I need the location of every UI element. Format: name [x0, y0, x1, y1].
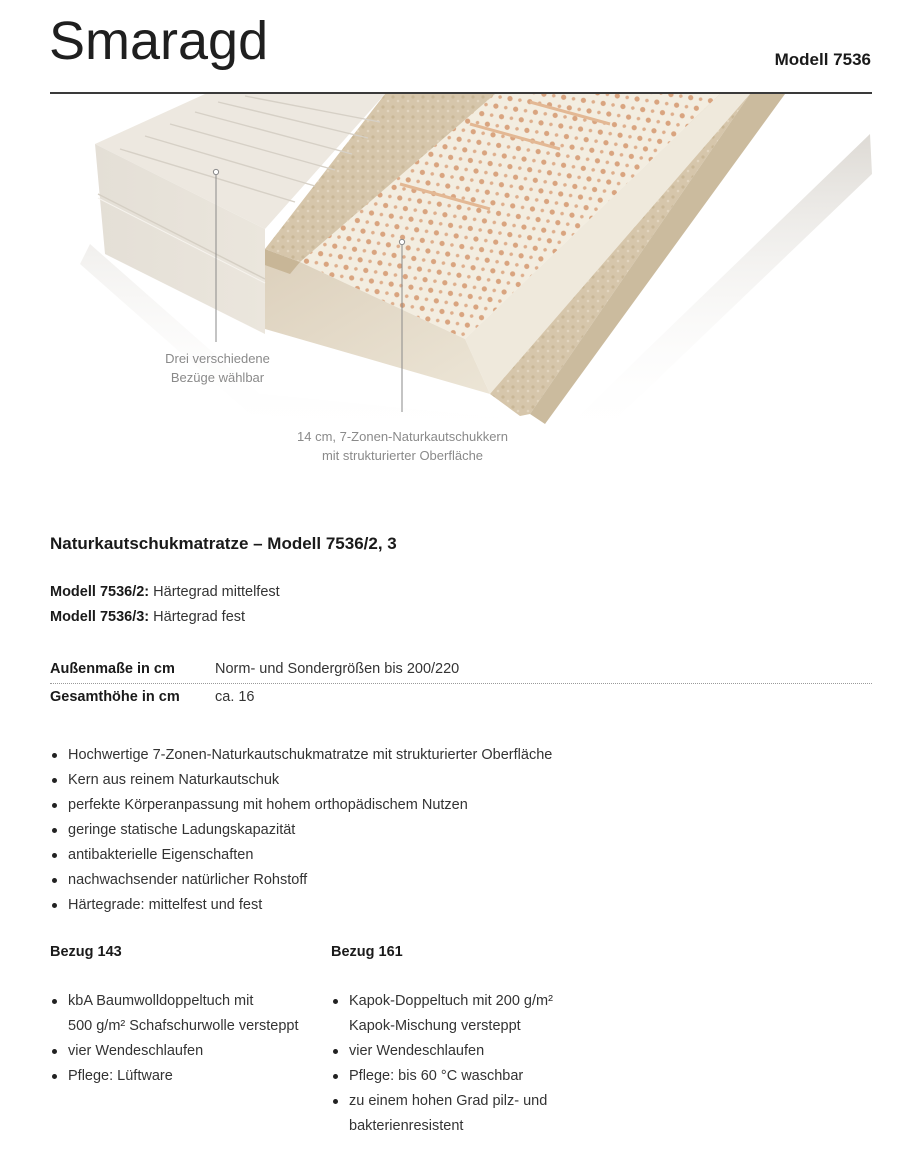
feature-item: perfekte Körperanpassung mit hohem orthopädischem Nutzen — [50, 793, 850, 818]
callout-core-line2: mit strukturierter Oberfläche — [321, 448, 484, 463]
feature-item: Kern aus reinem Naturkautschuk — [50, 768, 850, 793]
cover-item-text: bakterienresistent — [349, 1118, 464, 1134]
callout-cover-line1: Drei verschiedene — [165, 351, 270, 366]
cover-161-list — [331, 989, 601, 1139]
feature-item: Hochwertige 7-Zonen-Naturkautschukmatratze mit strukturierter Oberfläche — [50, 743, 850, 768]
cover-item-text: zu einem hohen Grad pilz- und — [349, 1093, 548, 1109]
variant-value: Härtegrad fest — [153, 609, 246, 625]
spec-key: Gesamthöhe in cm — [50, 689, 180, 705]
spec-key: Außenmaße in cm — [50, 661, 175, 677]
cover-161-title: Bezug 161 — [331, 944, 403, 960]
page-title: Smaragd — [49, 11, 269, 71]
cover-item-text: Kapok-Doppeltuch mit 200 g/m² — [349, 993, 553, 1009]
callout-cover-line2: Bezüge wählbar — [170, 370, 265, 385]
cover-item-text: kbA Baumwolldoppeltuch mit — [68, 993, 254, 1009]
cover-item-text: vier Wendeschlaufen — [349, 1043, 485, 1059]
cover-161-item — [331, 1089, 601, 1139]
spec-value: Norm- und Sondergrößen bis 200/220 — [215, 661, 460, 677]
variant-row — [50, 609, 245, 625]
cover-161-item — [331, 1039, 601, 1064]
cover-143-item — [50, 1064, 320, 1089]
feature-item: antibakterielle Eigenschaften — [50, 843, 850, 868]
cover-item-text: Kapok-Mischung versteppt — [349, 1018, 521, 1034]
spec-divider — [50, 683, 872, 684]
feature-item: nachwachsender natürlicher Rohstoff — [50, 868, 850, 893]
spec-value: ca. 16 — [215, 689, 255, 705]
feature-list — [50, 743, 850, 918]
variant-row — [50, 584, 280, 600]
variant-label: Modell 7536/2: — [50, 584, 150, 600]
callout-dot-core — [399, 239, 404, 244]
callout-core-line1: 14 cm, 7-Zonen-Naturkautschukkern — [297, 429, 508, 444]
cover-143-item — [50, 989, 320, 1039]
variant-label: Modell 7536/3: — [50, 609, 150, 625]
cover-161-item — [331, 1064, 601, 1089]
cover-item-text: vier Wendeschlaufen — [68, 1043, 204, 1059]
feature-item: geringe statische Ladungskapazität — [50, 818, 850, 843]
cover-item-text: Pflege: bis 60 °C waschbar — [349, 1068, 524, 1084]
variant-value: Härtegrad mittelfest — [153, 584, 280, 600]
cover-item-text: Pflege: Lüftware — [68, 1068, 173, 1084]
cover-143-list — [50, 989, 320, 1089]
feature-item: Härtegrade: mittelfest und fest — [50, 893, 850, 918]
cover-item-text: 500 g/m² Schafschurwolle versteppt — [68, 1018, 299, 1034]
section-heading: Naturkautschukmatratze – Modell 7536/2, 3 — [50, 534, 397, 553]
callout-dot-cover — [213, 169, 218, 174]
cover-143-item — [50, 1039, 320, 1064]
cover-143-title: Bezug 143 — [50, 944, 122, 960]
cover-161-item — [331, 989, 601, 1039]
callout-core — [270, 427, 535, 465]
model-number: Modell 7536 — [774, 50, 871, 69]
callout-cover — [140, 349, 295, 387]
